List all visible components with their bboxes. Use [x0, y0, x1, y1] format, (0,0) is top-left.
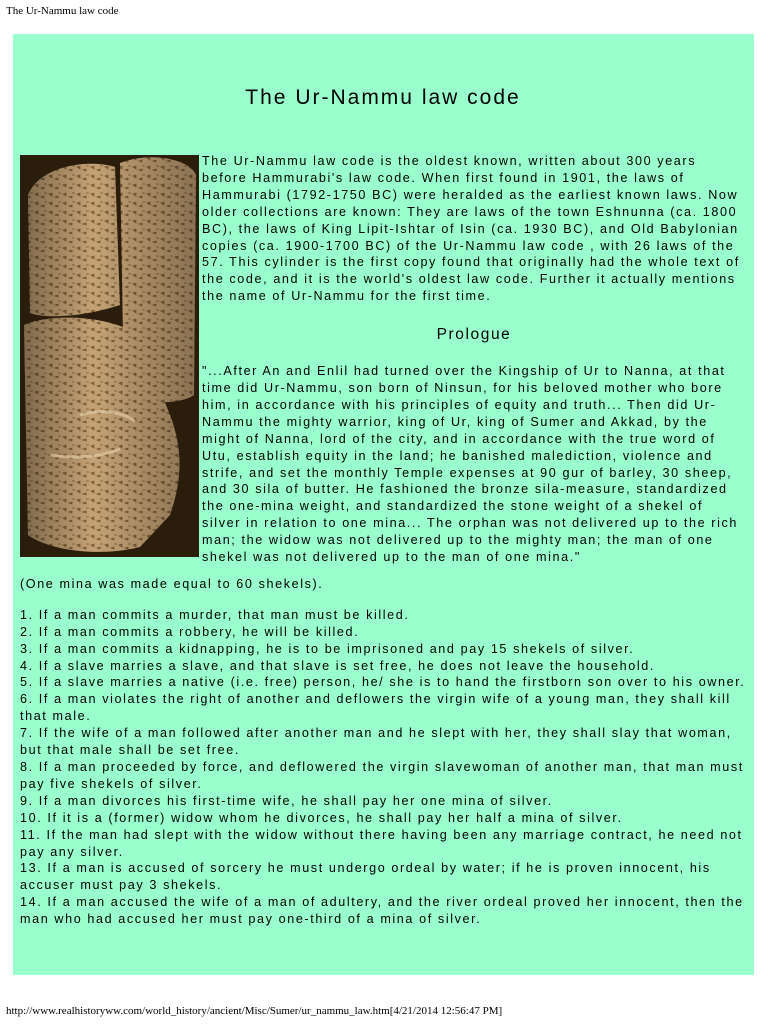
clay-tablet-image	[20, 155, 199, 557]
page-title: The Ur-Nammu law code	[245, 86, 521, 109]
content-panel	[13, 34, 754, 975]
law-item: 1. If a man commits a murder, that man must be killed.	[20, 607, 410, 622]
law-item: 3. If a man commits a kidnapping, he is to be imprisoned and pay 15 shekels of silver.	[20, 641, 635, 656]
law-item: 13. If a man is accused of sorcery he must undergo ordeal by water; if he is proven innocent, his accuser must pay 3 shekels.	[20, 861, 711, 893]
law-item: 10. If it is a (former) widow whom he divorces, he shall pay her half a mina of silver.	[20, 810, 623, 825]
law-item: 11. If the man had slept with the widow without there having been any marriage contract, he need not pay any silver.	[20, 827, 743, 859]
law-item: 5. If a slave marries a native (i.e. free) person, he/ she is to hand the firstborn son over to his owner.	[20, 675, 746, 690]
law-item: 4. If a slave marries a slave, and that slave is set free, he does not leave the household.	[20, 658, 655, 673]
browser-print-header: The Ur-Nammu law code	[6, 5, 119, 17]
law-item: 2. If a man commits a robbery, he will be killed.	[20, 624, 360, 639]
law-list	[20, 607, 746, 928]
mina-note: (One mina was made equal to 60 shekels).	[20, 576, 324, 591]
source-url: http://www.realhistoryww.com/world_history/ancient/Misc/Sumer/ur_nammu_law.htm[4/21/2014 12:56:47 PM]	[6, 1005, 503, 1017]
law-item: 6. If a man violates the right of another and deflowers the virgin wife of a young man, they shall kill that male.	[20, 692, 731, 724]
prologue-paragraph: "...After An and Enlil had turned over the Kingship of Ur to Nanna, at that time did Ur-Nammu, son born of Ninsun, for his beloved mother who bore him, in accordance with his principles of equity and truth... Then did Ur-Nammu the mighty warrior, king of Ur, king of Sumer and Akkad, by the might of Nanna, lord of the city, and in accordance with the true word of Utu, establish equity in the land; he banished malediction, violence and strife, and set the monthly Temple expenses at 90 gur of barley, 30 sheep, and 30 sila of butter. He fashioned the bronze sila-measure, standardized the one-mina weight, and standardized the stone weight of a shekel of silver in relation to one mina... The orphan was not delivered up to the rich man; the widow was not delivered up to the mighty man; the man of one shekel was not delivered up to the man of one mina."	[202, 364, 738, 565]
prologue-heading: Prologue	[436, 326, 512, 344]
law-item: 9. If a man divorces his first-time wife, he shall pay her one mina of silver.	[20, 793, 553, 808]
law-item: 14. If a man accused the wife of a man of adultery, and the river ordeal proved her innocent, then the man who had accused her must pay one-third of a mina of silver.	[20, 895, 744, 927]
law-item: 8. If a man proceeded by force, and deflowered the virgin slavewoman of another man, that man must pay five shekels of silver.	[20, 760, 744, 791]
article-body	[20, 153, 746, 928]
intro-paragraph: The Ur-Nammu law code is the oldest known, written about 300 years before Hammurabi's law code. When first found in 1901, the laws of Hammurabi (1792-1750 BC) were heralded as the earliest known laws. Now older collections are known: They are laws of the town Eshnunna (ca. 1800 BC), the laws of King Lipit-Ishtar of Isin (ca. 1930 BC), and Old Babylonian copies (ca. 1900-1700 BC) of the Ur-Nammu law code , with 26 laws of the 57. This cylinder is the first copy found that originally had the whole text of the code, and it is the world's oldest law code. Further it actually mentions the name of Ur-Nammu for the first time.	[202, 154, 740, 304]
law-item: 7. If the wife of a man followed after another man and he slept with her, they shall slay that woman, but that male shall be set free.	[20, 726, 732, 758]
